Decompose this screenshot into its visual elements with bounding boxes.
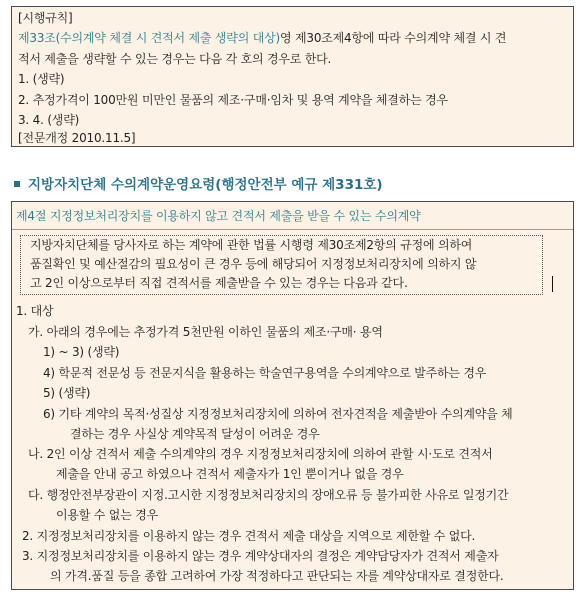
list-line-11: 이용할 수 없는 경우 <box>56 508 158 522</box>
list-line-3: 1) ~ 3) (생략) <box>43 345 120 359</box>
list-line-12: 2. 지정정보처리장치를 이용하지 않는 경우 견적서 제출 대상을 지역으로 제한할 수 없다. <box>22 529 476 543</box>
list-line-8: 나. 2인 이상 견적서 제출 수의계약의 경우 지정정보처리장치에 의하여 관할 시·도로 견적서 <box>28 447 493 461</box>
rule-revision-date: [전문개정 2010.11.5] <box>18 131 136 145</box>
rule-lead <box>18 31 506 46</box>
square-bullet-icon <box>14 181 20 187</box>
guideline-box <box>11 201 574 590</box>
rule-item-2: 2. 추정가격이 100만원 미만인 물품의 제조·구매·임차 및 용역 계약을 체결하는 경우 <box>18 93 448 107</box>
list-line-4: 4) 학문적 전문성 등 전문지식을 활용하는 학술연구용역을 수의계약으로 발주하는 경우 <box>43 366 487 380</box>
chapter-title: 제4절 지정정보처리장치를 이용하지 않고 견적서 제출을 받을 수 있는 수의계약 <box>16 209 421 223</box>
list-line-10: 다. 행정안전부장관이 지정.고시한 지정정보처리장치의 장애오류 등 불가피한 사유로 일정기간 <box>28 488 509 502</box>
rule-lead-text: 영 제30조제4항에 따라 수의계약 체결 시 견 <box>279 31 507 45</box>
text-cursor <box>552 276 553 292</box>
rule-article-title: 제33조(수의계약 체결 시 견적서 제출 생략의 대상) <box>18 31 280 45</box>
rule-heading: [시행규칙] <box>18 11 73 25</box>
rule-item-3-4: 3. 4. (생략) <box>18 113 80 127</box>
list-line-5: 5) (생략) <box>43 386 91 400</box>
rule-line-2: 적서 제출을 생략할 수 있는 경우는 다음 각 호의 경우로 한다. <box>18 52 332 66</box>
list-line-2: 가. 아래의 경우에는 추정가격 5천만원 이하인 물품의 제조·구매· 용역 <box>28 325 383 339</box>
rule-box <box>11 6 574 147</box>
chapter-divider <box>12 229 573 230</box>
list-line-6: 6) 기타 계약의 목적·성질상 지정정보처리장치에 의하여 전자견적을 제출받아 수의계약을 체 <box>43 407 513 421</box>
intro-line-1: 지방자치단체를 당사자로 하는 계약에 관한 법률 시행령 제30조제2항의 규정에 의하여 <box>30 238 473 252</box>
intro-line-3: 고 2인 이상으로부터 직접 견적서를 제출받을 수 있는 경우는 다음과 같다. <box>30 276 408 290</box>
list-line-14: 의 가격.품질 등을 종합 고려하여 가장 적정하다고 판단되는 자를 계약상대자로 결정한다. <box>50 569 504 583</box>
rule-item-1: 1. (생략) <box>18 72 65 86</box>
section-title <box>14 173 383 193</box>
intro-line-2: 품질확인 및 예산절감의 필요성이 큰 경우 등에 해당되어 지정정보처리장치에 의하지 않 <box>30 257 477 271</box>
section-title-text: 지방자치단체 수의계약운영요령(행정안전부 예규 제331호) <box>28 177 383 193</box>
list-line-9: 제출을 안내 공고 하였으나 견적서 제출자가 1인 뿐이거나 없을 경우 <box>56 467 404 481</box>
list-line-13: 3. 지정정보처리장치를 이용하지 않는 경우 계약상대자의 결정은 계약담당자가 견적서 제출자 <box>22 549 499 563</box>
list-line-1: 1. 대상 <box>16 304 54 318</box>
list-line-7: 결하는 경우 사실상 계약목적 달성이 어려운 경우 <box>70 427 320 441</box>
